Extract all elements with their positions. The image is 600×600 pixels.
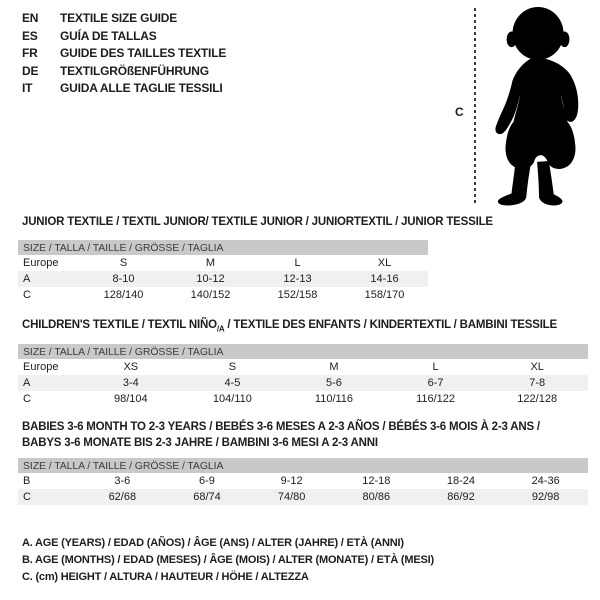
size-table [18,359,588,407]
size-cell: 98/104 [113,393,148,405]
language-row-en [22,10,226,28]
size-cell: 140/152 [190,289,231,301]
size-cell: 10-12 [196,273,225,285]
size-table [18,255,428,303]
language-legend [22,10,226,98]
size-cell: M [329,361,339,373]
size-cell: S [119,257,128,269]
toddler-silhouette-icon [486,4,594,210]
size-cell: 74/80 [277,491,306,503]
row-label: A [23,273,31,285]
row-label: C [23,491,31,503]
table-row [18,359,588,375]
size-cell: M [205,257,216,269]
language-row-es [22,28,226,46]
size-table-children [18,344,588,407]
size-table-header: SIZE / TALLA / TAILLE / GRÖSSE / TAGLIA [18,344,588,359]
size-cell: 110/116 [314,393,354,405]
row-label: Europe [23,257,59,269]
size-cell: 6-7 [427,377,444,389]
size-cell: 4-5 [224,377,241,389]
language-text: TEXTILE SIZE GUIDE [60,11,178,25]
size-cell: 14-16 [370,273,399,285]
language-row-de [22,63,226,81]
footnote-age-years: A. AGE (YEARS) / EDAD (AÑOS) / ÂGE (ANS) / ALTER (JAHRE) / ETÀ (ANNI) [22,537,404,549]
row-label: B [23,475,31,487]
size-cell: 24-36 [531,475,560,487]
size-cell: 12-18 [362,475,391,487]
size-cell: XL [530,361,544,373]
language-code: IT [22,81,33,95]
table-row [18,271,428,287]
size-cell: 152/158 [277,289,318,301]
section-title-line2: BABYS 3-6 MONATE BIS 2-3 JAHRE / BAMBINI 3-6 MESI A 2-3 ANNI [22,437,378,449]
language-code: ES [22,28,38,43]
language-text: GUÍA DE TALLAS [60,28,157,43]
row-label: C [23,289,31,301]
size-cell: 8-10 [112,273,135,285]
size-cell: XS [123,361,139,373]
row-label: Europe [23,361,59,373]
size-cell: L [294,257,301,269]
size-table-header: SIZE / TALLA / TAILLE / GRÖSSE / TAGLIA [18,458,588,473]
size-cell: 62/68 [108,491,137,503]
footnote-height: C. (cm) HEIGHT / ALTURA / HAUTEUR / HÖHE / ALTEZZA [22,570,309,583]
size-cell: 92/98 [531,491,560,503]
size-cell: 68/74 [193,491,221,503]
table-row [18,391,588,407]
language-row-it [22,80,226,98]
section-title-junior: JUNIOR TEXTILE / TEXTIL JUNIOR/ TEXTILE JUNIOR / JUNIORTEXTIL / JUNIOR TESSILE [22,216,493,228]
language-code: DE [22,63,39,78]
language-code: EN [22,11,39,25]
size-table-header: SIZE / TALLA / TAILLE / GRÖSSE / TAGLIA [18,240,428,255]
language-text: GUIDE DES TAILLES TEXTILE [60,46,227,60]
section-title-part: / TEXTILE DES ENFANTS / KINDERTEXTIL / BAMBINI TESSILE [224,319,557,331]
section-title-line1: BABIES 3-6 MONTH TO 2-3 YEARS / BEBÉS 3-6 MESES A 2-3 AÑOS / BÉBÉS 3-6 MOIS À 2-3 ANS / [22,421,540,433]
size-cell: 122/128 [517,393,558,405]
size-cell: 80/86 [362,491,391,503]
row-label: A [23,377,31,389]
section-title-children [22,317,557,337]
section-title-babies [22,419,540,451]
language-text: GUIDA ALLE TAGLIE TESSILI [60,81,223,95]
section-title-part: CHILDREN'S TEXTILE / TEXTIL NIÑO [22,319,217,331]
size-cell: 3-6 [114,475,131,487]
size-cell: L [432,361,439,373]
language-text: TEXTILGRÖßENFÜHRUNG [60,63,209,78]
size-cell: S [228,361,237,373]
size-cell: 158/170 [364,289,405,301]
size-table-junior [18,240,428,303]
size-cell: 18-24 [446,475,476,487]
footnote-age-months: B. AGE (MONTHS) / EDAD (MESES) / ÂGE (MOIS) / ALTER (MONATE) / ETÀ (MESI) [22,553,434,566]
language-row-fr [22,45,226,63]
size-table-babies [18,458,588,505]
section-title-subscript: /A [216,324,225,334]
size-cell: 12-13 [283,273,312,285]
table-row [18,473,588,489]
table-row [18,375,588,391]
size-cell: 128/140 [103,289,144,301]
size-cell: 86/92 [447,491,475,503]
footnote-legend [22,535,434,585]
height-measure-dashed-line [474,8,476,206]
height-measure-label: C [455,105,464,119]
size-cell: 9-12 [280,475,303,487]
size-cell: 116/122 [416,393,456,405]
size-cell: XL [377,257,392,269]
table-row [18,489,588,505]
size-cell: 7-8 [529,377,546,389]
size-cell: 6-9 [199,475,215,487]
table-row [18,255,428,271]
size-table [18,473,588,505]
language-code: FR [22,46,38,60]
table-row [18,287,428,303]
row-label: C [23,393,31,405]
size-cell: 3-4 [122,377,139,389]
size-cell: 104/110 [212,393,252,405]
size-cell: 5-6 [326,377,342,389]
